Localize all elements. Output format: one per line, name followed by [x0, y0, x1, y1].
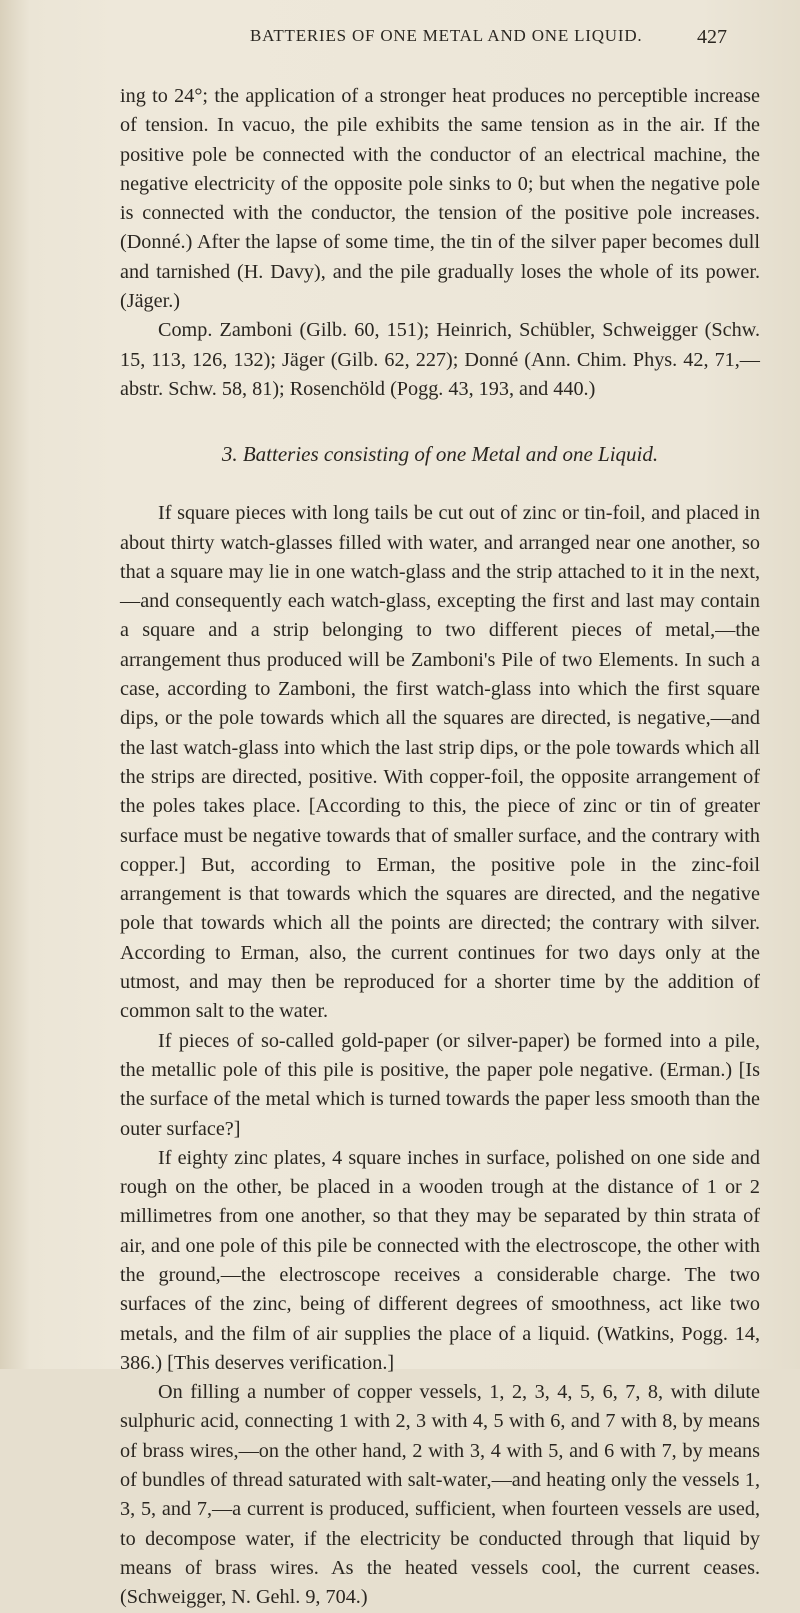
paragraph-references: Comp. Zamboni (Gilb. 60, 151); Heinrich, Schübler, Schweigger (Schw. 15, 113, 126, 132); Jäger (Gilb. 62, 227); Donné (Ann. Chim. Phys. 42, 71,—abstr. Schw. 58, 81); Rosenchöld (Pogg. 43, 193, and 440.)	[120, 319, 760, 400]
paragraph-copper-vessels: On filling a number of copper vessels, 1, 2, 3, 4, 5, 6, 7, 8, with dilute sulphuric acid, connecting 1 with 2, 3 with 4, 5 with 6, and 7 with 8, by means of brass wires,—on the other hand, 2 with 3, 4 with 5, and 6 with 7, by means of bundles of thread saturated with salt-water,—and heating only the vessels 1, 3, 5, and 7,—a current is produced, sufficient, when fourteen vessels are used, to decompose water, if the electricity be conducted through that liquid by means of brass wires. As the heated vessels cool, the current ceases. (Schweigger, N. Gehl. 9, 704.)	[120, 1381, 760, 1609]
paragraph-zamboni-pile: If square pieces with long tails be cut out of zinc or tin-foil, and placed in about thirty watch-glasses filled with water, and arranged near one another, so that a square may lie in one watch-glass and the strip attached to it in the next,—and consequently each watch-glass, excepting the first and last may contain a square and a strip belonging to two different pieces of metal,—the arrangement thus produced will be Zamboni's Pile of two Elements. In such a case, according to Zamboni, the first watch-glass into which the first square dips, or the pole towards which all the squares are directed, is negative,—and the last watch-glass into which the last strip dips, or the pole towards which all the strips are directed, positive. With copper-foil, the opposite arrangement of the poles takes place. [According to this, the piece of zinc or tin of greater surface must be negative towards that of smaller surface, and the contrary with copper.] But, according to Erman, the positive pole in the zinc-foil arrangement is that towards which the squares are directed, and the negative pole that towards which all the points are directed; the contrary with silver. According to Erman, also, the current continues for two days only at the utmost, and may then be reproduced for a shorter time by the addition of common salt to the water.	[120, 502, 760, 1023]
paragraph-zinc-plates: If eighty zinc plates, 4 square inches in surface, polished on one side and rough on the other, be placed in a wooden trough at the distance of 1 or 2 millimetres from one another, so that they may be separated by thin strata of air, and one pole of this pile be connected with the electroscope, the other with the ground,—the electroscope receives a considerable charge. The two surfaces of the zinc, being of different degrees of smoothness, act like two metals, and the film of air supplies the place of a liquid. (Watkins, Pogg. 14, 386.) [This deserves verification.]	[120, 1146, 760, 1374]
paragraph-gold-paper: If pieces of so-called gold-paper (or silver-paper) be formed into a pile, the metallic pole of this pile is positive, the paper pole negative. (Erman.) [Is the surface of the metal which is turned towards the paper less smooth than the outer surface?]	[120, 1029, 760, 1140]
page-header	[0, 20, 800, 60]
page-number: 427	[697, 26, 727, 48]
paragraph-continuation: ing to 24°; the application of a stronger heat produces no perceptible increase of tension. In vacuo, the pile exhibits the same tension as in the air. If the positive pole be connected with the conductor of an electrical machine, the negative electricity of the opposite pole sinks to 0; but when the negative pole is connected with the conductor, the tension of the positive pole increases. (Donné.) After the lapse of some time, the tin of the silver paper becomes dull and tarnished (H. Davy), and the pile gradually loses the whole of its power. (Jäger.)	[120, 85, 760, 313]
section-heading: 3. Batteries consisting of one Metal and one Liquid.	[221, 442, 659, 467]
body-text	[120, 82, 760, 1613]
running-title: BATTERIES OF ONE METAL AND ONE LIQUID.	[250, 26, 643, 45]
